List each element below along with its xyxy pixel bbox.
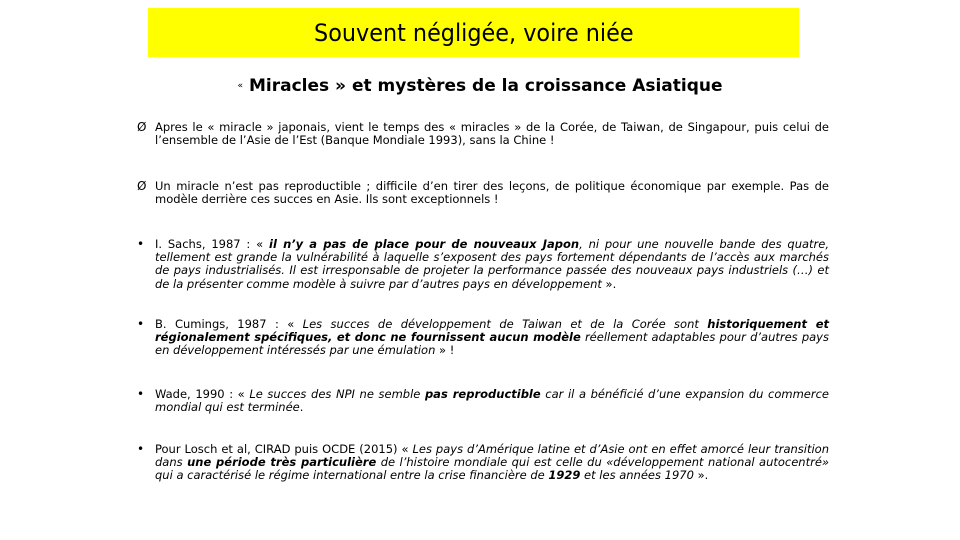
- quote-author: Pour Losch et al, CIRAD puis OCDE (2015) «: [155, 442, 413, 456]
- arrow-bullet-icon: Ø: [137, 179, 147, 193]
- bullet-icon: •: [137, 442, 145, 456]
- list-item-text: Apres le « miracle » japonais, vient le temps des « miracles » de la Corée, de Taiwan, de Singapour, puis celui de l’ensemble de l’Asie de l’Est (Banque Mondiale 1993), sans la Chine !: [155, 120, 829, 148]
- quote-text: , ni pour une nouvelle bande des quatre, tellement est grande la vulnérabilité à laquelle s’exposent des pays fortement dépendants de l’accès aux marchés de pays industrialisés. Il est irresponsable de projeter la performance passée des nouveaux pays industriels (…) et de la présenter comme modèle à suivre par d’autres pays en développement: [155, 237, 830, 291]
- subtitle-text: Miracles » et mystères de la croissance Asiatique: [248, 76, 723, 96]
- list-item-cumings: [137, 318, 829, 358]
- list-item-sachs: [137, 238, 829, 291]
- list-item-wade: [137, 388, 829, 414]
- slide-subtitle: [0, 76, 960, 96]
- quote-emphasis: pas reproductible: [424, 387, 541, 401]
- list-item-text: [155, 443, 829, 483]
- quote-close: » !: [435, 343, 455, 358]
- quote-close: .: [299, 400, 304, 415]
- list-item-non-reproductible: [137, 180, 829, 206]
- title-banner: [148, 8, 799, 57]
- quote-close: ».: [601, 276, 617, 291]
- bullet-icon: •: [137, 387, 145, 401]
- bullet-icon: •: [137, 237, 145, 251]
- quote-close: ».: [693, 468, 709, 483]
- quote-text: de l’histoire mondiale qui est celle du «développement national autocentré» qui a caractérisé le régime international entre la crise financière de: [155, 455, 829, 483]
- list-item-miracle-japonais: [137, 121, 829, 147]
- slide-title: Souvent négligée, voire niée: [313, 18, 634, 47]
- quote-author: Wade, 1990 : «: [155, 387, 250, 401]
- quote-author: B. Cumings, 1987 : «: [155, 317, 303, 331]
- quote-emphasis: une période très particulière: [187, 455, 377, 470]
- quote-text: réellement adaptables pour d’autres pays en développement intéressés par une émulation: [155, 330, 829, 358]
- subtitle-open-quote: «: [237, 81, 243, 91]
- quote-text: car il a bénéficié d’une expansion du commerce mondial qui est terminée: [155, 387, 830, 415]
- list-item-text: Un miracle n’est pas reproductible ; difficile d’en tirer des leçons, de politique économique par exemple. Pas de modèle derrière ces succes en Asie. Ils sont exceptionnels !: [155, 179, 829, 207]
- list-item-text: [155, 318, 829, 358]
- bullet-icon: •: [137, 317, 145, 331]
- list-item-losch: [137, 443, 829, 483]
- quote-text: Les succes de développement de Taiwan et de la Corée sont: [302, 317, 708, 331]
- quote-text: et les années 1970: [580, 468, 694, 483]
- quote-author: I. Sachs, 1987 : «: [155, 237, 269, 251]
- arrow-bullet-icon: Ø: [137, 120, 147, 134]
- quote-emphasis: il n’y a pas de place pour de nouveaux Japon: [269, 237, 580, 251]
- list-item-text: [155, 238, 829, 291]
- quote-emphasis: historiquement et régionalement spécifiques, et donc ne fournissent aucun modèle: [155, 317, 829, 345]
- quote-text: Le succes des NPI ne semble: [249, 387, 425, 401]
- list-item-text: [155, 388, 829, 414]
- quote-text: Les pays d’Amérique latine et d’Asie ont en effet amorcé leur transition dans: [155, 442, 829, 470]
- quote-emphasis-year: 1929: [548, 468, 581, 483]
